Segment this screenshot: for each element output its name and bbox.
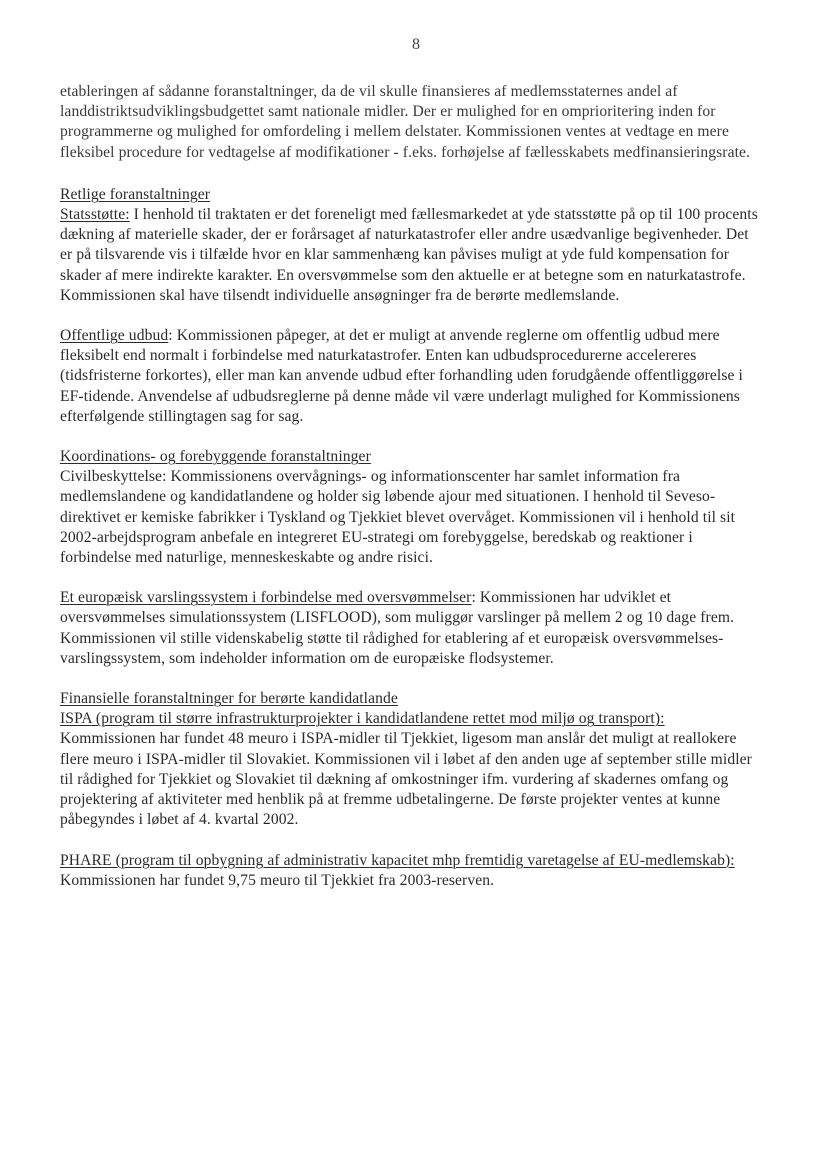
section-koordination: [60, 447, 760, 568]
paragraph-civilbeskyttelse: Civilbeskyttelse: Kommissionens overvågnings- og informationscenter har samlet information fra medlemslandene og kandidatlandene og holder sig løbende ajour med situationen. I henhold til Seveso-direktivet er kemiske fabrikker i Tyskland og Tjekkiet blevet overvåget. Kommissionen vil i henhold til sit 2002-arbejdsprogram anbefale en integreret EU-strategi om forebyggelse, beredskab og reaktioner i forbindelse med naturlige, menneskeskabte og andre risici.: [60, 468, 736, 567]
label-ispa: ISPA (program til større infrastrukturprojekter i kandidatlandene rettet mod miljø og transport):: [60, 710, 665, 728]
text-statsstotte: I henhold til traktaten er det foreneligt med fællesmarkedet at yde statsstøtte på op til 100 procents dækning af materielle skader, der er forårsaget af naturkatastrofer eller andre usædvanlige begivenheder. Det er på tilsvarende vis i tilfælde hvor en klar sammenhæng kan påvises muligt at yde fuld kompensation for skader af mere indirekte karakter. En oversvømmelse som den aktuelle er at betegne som en naturkatastrofe. Kommissionen skal have tilsendt individuelle ansøgninger fra de berørte medlemslande.: [60, 206, 758, 304]
paragraph-offentlige-udbud: [60, 326, 760, 427]
label-phare: PHARE (program til opbygning af administrativ kapacitet mhp fremtidig varetagelse af EU-medlemskab):: [60, 851, 735, 869]
section-offentlige-udbud: [60, 326, 760, 427]
section-finansielle: [60, 689, 760, 830]
paragraph-varsling: [60, 588, 760, 669]
text-ispa: Kommissionen har fundet 48 meuro i ISPA-midler til Tjekkiet, ligesom man anslår det muligt at reallokere flere meuro i ISPA-midler til Slovakiet. Kommissionen vil i løbet af den anden uge af september stille midler til rådighed for Tjekkiet og Slovakiet til dækning af omkostninger ifm. vurdering af skadernes omfang og projektering af aktiviteter med henblik på at fremme udbetalingerne. De første projekter ventes at kunne påbegyndes i løbet af 4. kvartal 2002.: [60, 730, 752, 829]
intro-paragraph: etableringen af sådanne foranstaltninger, da de vil skulle finansieres af medlemsstaternes andel af landdistriktsudviklingsbudgettet samt nationale midler. Der er mulighed for en omprioritering inden for programmerne og mulighed for omfordeling i mellem delstater. Kommissionen ventes at vedtage en mere fleksibel procedure for vedtagelse af modifikationer - f.eks. forhøjelse af fællesskabets medfinansieringsrate.: [60, 83, 751, 161]
document-body: [60, 82, 760, 891]
heading-finansielle: Finansielle foranstaltninger for berørte kandidatlande: [60, 690, 398, 708]
page-number: 8: [412, 36, 420, 53]
paragraph-statsstotte: [60, 205, 760, 306]
text-varsling: : Kommissionen har udviklet et oversvømmelses simulationssystem (LISFLOOD), som muliggør varslinger på mellem 2 og 10 dage frem. Kommissionen vil stille videnskabelig støtte til rådighed for etablering af et europæisk oversvømmelses-varslingssystem, som indeholder information om de europæiske flodsystemer.: [60, 589, 735, 667]
section-phare: [60, 851, 760, 891]
paragraph-phare: [60, 851, 760, 891]
text-phare: Kommissionen har fundet 9,75 meuro til Tjekkiet fra 2003-reserven.: [60, 871, 495, 889]
label-statsstotte: Statsstøtte:: [60, 206, 130, 224]
label-varsling: Et europæisk varslingssystem i forbindelse med oversvømmelser: [60, 589, 472, 607]
text-offentlige-udbud: : Kommissionen påpeger, at det er muligt at anvende reglerne om offentlig udbud mere fleksibelt end normalt i forbindelse med naturkatastrofer. Enten kan udbudsprocedurerne accelereres (tidsfristerne forkortes), eller man kan anvende udbud efter forhandling uden forudgående offentliggørelse i EF-tidende. Anvendelse af udbudsreglerne på denne måde vil være underlagt mulighed for Kommissionens efterfølgende stillingtagen sag for sag.: [60, 327, 743, 425]
section-retlige: [60, 185, 760, 306]
heading-koordination: Koordinations- og forebyggende foranstaltninger: [60, 448, 371, 466]
heading-retlige-foranstaltninger: Retlige foranstaltninger: [60, 185, 211, 203]
label-offentlige-udbud: Offentlige udbud: [60, 327, 169, 345]
paragraph-ispa: [60, 709, 760, 830]
section-varsling: [60, 588, 760, 669]
